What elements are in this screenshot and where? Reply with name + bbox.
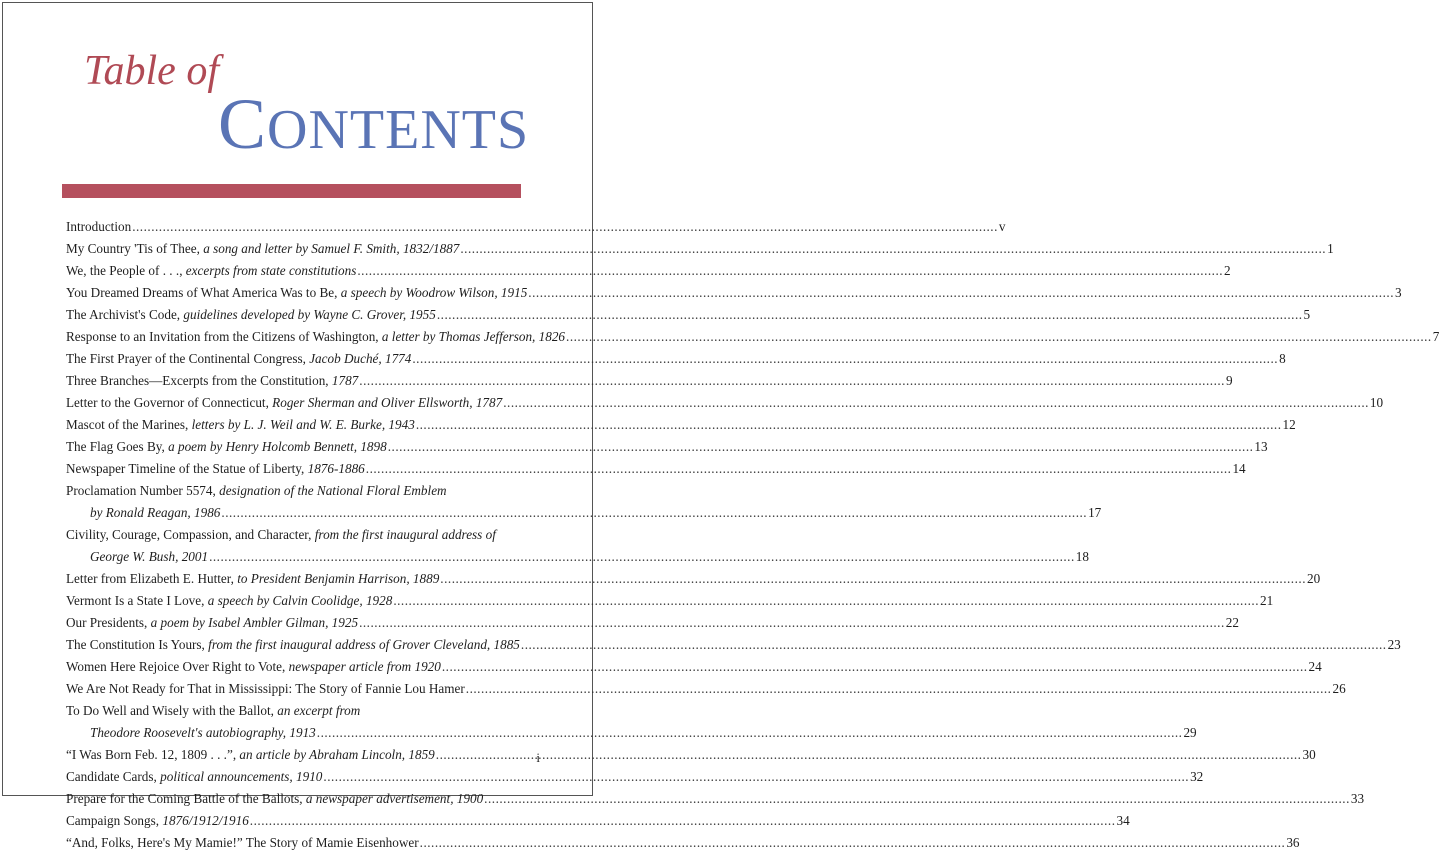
- entry-page: 36: [1286, 835, 1300, 850]
- toc-entry: [66, 372, 1233, 394]
- toc-entry: [66, 658, 1322, 680]
- entry-page: 9: [1225, 373, 1233, 388]
- entry-subtitle: excerpts from state constitutions: [185, 263, 357, 278]
- toc-entry: [66, 702, 547, 724]
- title-rest: ONTENTS: [267, 99, 530, 161]
- entry-title: We Are Not Ready for That in Mississippi: The Story of Fannie Lou Hamer: [66, 681, 465, 696]
- entry-title: The Flag Goes By,: [66, 439, 169, 454]
- entry-title: You Dreamed Dreams of What America Was to Be,: [66, 285, 341, 300]
- entry-page: 13: [1254, 439, 1268, 454]
- entry-subtitle: 1876-1886: [307, 461, 365, 476]
- entry-page: 29: [1183, 725, 1197, 740]
- title-banner: [62, 184, 521, 198]
- toc-entry: [66, 306, 1311, 328]
- dot-leader: [528, 284, 1394, 302]
- entry-title: Prepare for the Coming Battle of the Ballots,: [66, 791, 306, 806]
- entry-subtitle-cont: Theodore Roosevelt's autobiography, 1913: [90, 725, 316, 740]
- entry-subtitle: a speech by Calvin Coolidge, 1928: [207, 593, 393, 608]
- entry-title: Candidate Cards,: [66, 769, 161, 784]
- dot-leader: [466, 680, 1332, 698]
- entry-subtitle: from the first inaugural address of: [314, 527, 496, 542]
- dot-leader: [317, 724, 1183, 742]
- dot-leader: [366, 460, 1232, 478]
- entry-page: 10: [1369, 395, 1384, 410]
- entry-title: The Constitution Is Yours,: [66, 637, 209, 652]
- entry-subtitle: a song and letter by Samuel F. Smith, 1832/1887: [203, 241, 460, 256]
- entry-subtitle: a poem by Henry Holcomb Bennett, 1898: [168, 439, 387, 454]
- toc-entry-continuation: [66, 504, 1102, 526]
- entry-subtitle: guidelines developed by Wayne C. Grover, 1955: [183, 307, 436, 322]
- toc-entry: [66, 328, 1439, 350]
- entry-title: Letter to the Governor of Connecticut,: [66, 395, 273, 410]
- dot-leader: [357, 262, 1223, 280]
- entry-title: Women Here Rejoice Over Right to Vote,: [66, 659, 289, 674]
- entry-page: 17: [1088, 505, 1102, 520]
- toc-entry: [66, 768, 1204, 790]
- entry-subtitle-cont: George W. Bush, 2001: [90, 549, 209, 564]
- toc-entry: [66, 460, 1246, 482]
- toc-entry: [66, 240, 1334, 262]
- toc-entry: [66, 526, 547, 548]
- entry-page: 14: [1232, 461, 1246, 476]
- entry-page: 30: [1302, 747, 1316, 762]
- toc-entry: [66, 482, 547, 504]
- entry-page: 5: [1303, 307, 1311, 322]
- dot-leader: [416, 416, 1282, 434]
- toc-entry: [66, 262, 1231, 284]
- dot-leader: [440, 570, 1306, 588]
- entry-page: 18: [1075, 549, 1089, 564]
- entry-page: 12: [1282, 417, 1296, 432]
- entry-subtitle: from the first inaugural address of Grover Cleveland, 1885: [208, 637, 520, 652]
- entry-page: 1: [1327, 241, 1334, 256]
- entry-page: 7: [1432, 329, 1439, 344]
- entry-title: Three Branches—Excerpts from the Constitution,: [66, 373, 332, 388]
- entry-page: 22: [1225, 615, 1239, 630]
- dot-leader: [460, 240, 1326, 258]
- dot-leader: [503, 394, 1369, 412]
- entry-subtitle: an article by Abraham Lincoln, 1859: [239, 747, 435, 762]
- entry-title: The Archivist's Code,: [66, 307, 184, 322]
- toc-entry: [66, 218, 1006, 240]
- entry-title: Vermont Is a State I Love,: [66, 593, 208, 608]
- dot-leader: [521, 636, 1387, 654]
- entry-title: To Do Well and Wisely with the Ballot,: [66, 703, 278, 718]
- entry-page: 8: [1279, 351, 1286, 366]
- entry-title: Campaign Songs,: [66, 813, 163, 828]
- dot-leader: [132, 218, 998, 236]
- entry-title: Proclamation Number 5574,: [66, 483, 220, 498]
- dot-leader: [323, 768, 1189, 786]
- entry-page: 23: [1387, 637, 1401, 652]
- entry-page: v: [998, 219, 1006, 234]
- dot-leader: [209, 548, 1075, 566]
- entry-page: 34: [1116, 813, 1130, 828]
- dot-leader: [442, 658, 1308, 676]
- entry-title: Our Presidents,: [66, 615, 151, 630]
- entry-subtitle: designation of the National Floral Emblem: [219, 483, 447, 498]
- entry-subtitle: Jacob Duché, 1774: [309, 351, 412, 366]
- title-line-2: [218, 84, 530, 164]
- dot-leader: [359, 614, 1225, 632]
- entry-subtitle-cont: by Ronald Reagan, 1986: [90, 505, 221, 520]
- dot-leader: [436, 746, 1302, 764]
- toc-entry: [66, 636, 1401, 658]
- entry-subtitle: newspaper article from 1920: [288, 659, 441, 674]
- dot-leader: [484, 790, 1350, 808]
- title-line-1: Table of: [84, 48, 219, 94]
- entry-subtitle: a poem by Isabel Ambler Gilman, 1925: [150, 615, 359, 630]
- entry-title: My Country 'Tis of Thee,: [66, 241, 204, 256]
- toc-entry: [66, 350, 1286, 372]
- toc-entry: [66, 746, 1316, 768]
- dot-leader: [437, 306, 1303, 324]
- toc-entry: [66, 394, 1384, 416]
- entry-title: Introduction: [66, 219, 132, 234]
- contents-list: [66, 218, 1439, 856]
- entry-title: Newspaper Timeline of the Statue of Liberty,: [66, 461, 308, 476]
- entry-subtitle: Roger Sherman and Oliver Ellsworth, 1787: [272, 395, 503, 410]
- entry-subtitle: 1876/1912/1916: [162, 813, 249, 828]
- page-number: i: [536, 750, 540, 765]
- entry-subtitle: an excerpt from: [277, 703, 361, 718]
- entry-subtitle: to President Benjamin Harrison, 1889: [237, 571, 440, 586]
- entry-page: 21: [1260, 593, 1274, 608]
- entry-page: 2: [1224, 263, 1231, 278]
- entry-subtitle: letters by L. J. Weil and W. E. Burke, 1943: [191, 417, 415, 432]
- entry-page: 24: [1308, 659, 1322, 674]
- toc-entry: [66, 790, 1365, 812]
- toc-entry-continuation: [66, 548, 1089, 570]
- entry-page: 20: [1306, 571, 1321, 586]
- dot-leader: [221, 504, 1087, 522]
- entry-subtitle: a newspaper advertisement, 1900: [305, 791, 484, 806]
- entry-title: The First Prayer of the Continental Congress,: [66, 351, 310, 366]
- dot-leader: [566, 328, 1432, 346]
- entry-title: We, the People of . . .,: [66, 263, 186, 278]
- entry-subtitle: a letter by Thomas Jefferson, 1826: [381, 329, 566, 344]
- dot-leader: [388, 438, 1254, 456]
- entry-page: 32: [1190, 769, 1204, 784]
- toc-entry: [66, 680, 1346, 702]
- toc-entry: [66, 438, 1268, 460]
- entry-subtitle: political announcements, 1910: [160, 769, 323, 784]
- entry-title: “And, Folks, Here's My Mamie!” The Story of Mamie Eisenhower: [66, 835, 419, 850]
- entry-title: Civility, Courage, Compassion, and Character,: [66, 527, 315, 542]
- toc-entry: [66, 570, 1321, 592]
- entry-subtitle: 1787: [331, 373, 359, 388]
- entry-page: 3: [1394, 285, 1402, 300]
- entry-title: Letter from Elizabeth E. Hutter,: [66, 571, 238, 586]
- entry-title: Mascot of the Marines,: [66, 417, 192, 432]
- dot-leader: [412, 350, 1278, 368]
- dot-leader: [250, 812, 1116, 830]
- entry-page: 26: [1332, 681, 1346, 696]
- toc-entry: [66, 416, 1296, 438]
- entry-subtitle: a speech by Woodrow Wilson, 1915: [340, 285, 528, 300]
- toc-entry: [66, 812, 1130, 834]
- toc-entry: [66, 592, 1274, 614]
- toc-entry-continuation: [66, 724, 1197, 746]
- entry-title: “I Was Born Feb. 12, 1809 . . .”,: [66, 747, 240, 762]
- entry-page: 33: [1350, 791, 1365, 806]
- dot-leader: [393, 592, 1259, 610]
- title-initial: C: [218, 84, 268, 164]
- dot-leader: [420, 834, 1286, 852]
- toc-entry: [66, 834, 1300, 856]
- dot-leader: [359, 372, 1225, 390]
- toc-entry: [66, 614, 1239, 636]
- toc-entry: [66, 284, 1402, 306]
- entry-title: Response to an Invitation from the Citizens of Washington,: [66, 329, 382, 344]
